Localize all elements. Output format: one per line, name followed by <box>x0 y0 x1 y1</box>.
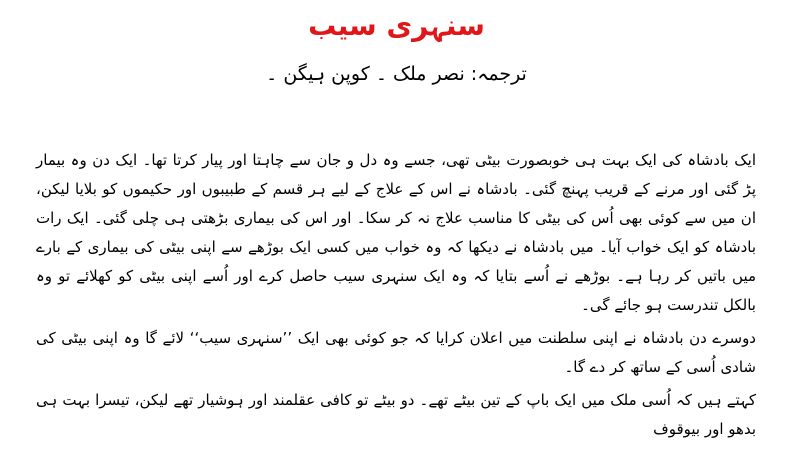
paragraph: دوسرے دن بادشاہ نے اپنی سلطنت میں اعلان کرایا کہ جو کوئی بھی ایک ’’سنہری سیب‘‘ لائے گا وہ اپنی بیٹی کی شادی اُسی کے ساتھ کر دے گا۔ <box>36 329 756 376</box>
translator-line: ترجمہ: نصر ملک ۔ کوپن ہیگن ۔ <box>266 63 527 85</box>
story-body <box>36 146 756 448</box>
story-title: سنہری سیب <box>308 9 485 42</box>
paragraph: ایک بادشاہ کی ایک بہت ہی خوبصورت بیٹی تھی، جسے وہ دل و جان سے چاہتا اور پیار کرتا تھا۔ ایک دن وہ بیمار پڑ گئی اور مرنے کے قریب پہنچ گئی۔ بادشاہ نے اس کے علاج کے لیے ہر قسم کے طبیبوں اور حکیموں کو بلایا لیکن، ان میں سے کوئی بھی اُس کی بیٹی کا مناسب علاج نہ کر سکا۔ اور اس کی بیماری بڑھتی ہی چلی گئی۔ ایک رات بادشاہ کو ایک خواب آیا۔ میں بادشاہ نے دیکھا کہ وہ خواب میں کسی ایک بوڑھے سے اپنی بیٹی کی بیماری کے بارے میں باتیں کر رہا ہے۔ بوڑھے نے اُسے بتایا کہ وہ ایک سنہری سیب حاصل کرے اور اُسے اپنی بیٹی کو کھلائے تو وہ بالکل تندرست ہو جائے گی۔ <box>36 151 756 314</box>
paragraph: کہتے ہیں کہ اُسی ملک میں ایک باپ کے تین بیٹے تھے۔ دو بیٹے تو کافی عقلمند اور ہوشیار تھے لیکن، تیسرا بہت ہی بدھو اور بیوقوف <box>36 391 756 438</box>
